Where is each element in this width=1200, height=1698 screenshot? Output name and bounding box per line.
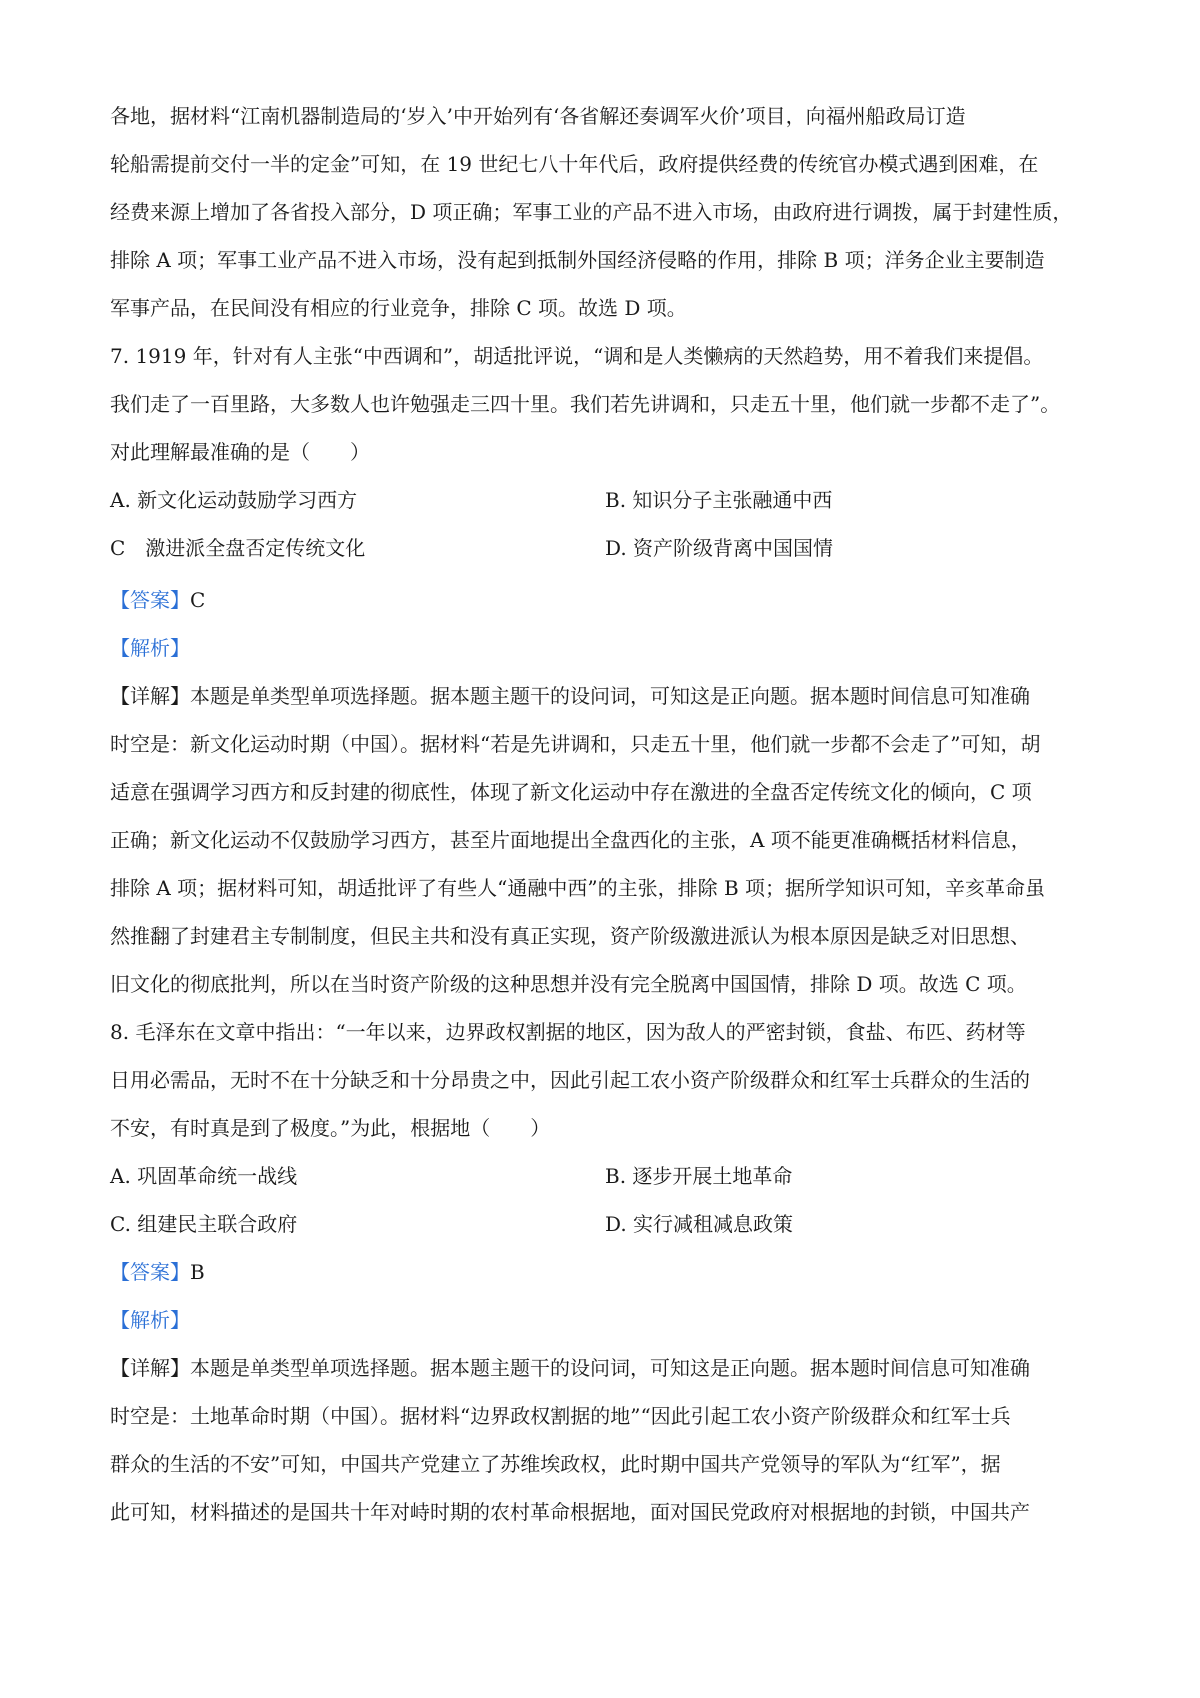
option-a: A. 巩固革命统一战线 xyxy=(110,1164,298,1188)
answer-value: B xyxy=(190,1260,205,1284)
answer-tag: 【答案】 xyxy=(110,1260,190,1284)
analysis-tag: 【解析】 xyxy=(110,636,190,660)
detail-line: 时空是：土地革命时期（中国）。据材料“边界政权割据的地”“因此引起工农小资产阶级群众和红军士兵 xyxy=(110,1404,1011,1428)
option-c: C 激进派全盘否定传统文化 xyxy=(110,536,366,560)
option-row xyxy=(110,1200,1100,1248)
detail-line: 适意在强调学习西方和反封建的彻底性，体现了新文化运动中存在激进的全盘否定传统文化的倾向，C 项 xyxy=(110,780,1032,804)
answer-tag: 【答案】 xyxy=(110,588,190,612)
prev-explanation xyxy=(110,92,1100,332)
detail-line: 群众的生活的不安”可知，中国共产党建立了苏维埃政权，此时期中国共产党领导的军队为“红军”，据 xyxy=(110,1452,1001,1476)
option-row xyxy=(110,1152,1100,1200)
option-a: A. 新文化运动鼓励学习西方 xyxy=(110,488,358,512)
text-line: 各地，据材料“江南机器制造局的‘岁入’中开始列有‘各省解还奏调军火价’项目，向福州船政局订造 xyxy=(110,104,966,128)
question-stem: 8. 毛泽东在文章中指出：“一年以来，边界政权割据的地区，因为敌人的严密封锁，食盐、布匹、药材等 xyxy=(110,1020,1026,1044)
option-b: B. 知识分子主张融通中西 xyxy=(605,488,833,512)
question-stem: 我们走了一百里路，大多数人也许勉强走三四十里。我们若先讲调和，只走五十里，他们就一步都不走了”。 xyxy=(110,392,1061,416)
option-b: B. 逐步开展土地革命 xyxy=(605,1164,793,1188)
detail-line: 旧文化的彻底批判，所以在当时资产阶级的这种思想并没有完全脱离中国国情，排除 D 项。故选 C 项。 xyxy=(110,972,1027,996)
text-line: 轮船需提前交付一半的定金”可知，在 19 世纪七八十年代后，政府提供经费的传统官办模式遇到困难，在 xyxy=(110,152,1039,176)
question-stem: 不安，有时真是到了极度。”为此，根据地（ ） xyxy=(110,1116,551,1140)
detail-line: 排除 A 项；据材料可知，胡适批评了有些人“通融中西”的主张，排除 B 项；据所学知识可知，辛亥革命虽 xyxy=(110,876,1046,900)
analysis-tag: 【解析】 xyxy=(110,1308,190,1332)
option-c: C. 组建民主联合政府 xyxy=(110,1212,298,1236)
detail-line: 正确；新文化运动不仅鼓励学习西方，甚至片面地提出全盘西化的主张，A 项不能更准确概括材料信息， xyxy=(110,828,1031,852)
text-line: 排除 A 项；军事工业产品不进入市场，没有起到抵制外国经济侵略的作用，排除 B 项；洋务企业主要制造 xyxy=(110,248,1045,272)
question-stem: 日用必需品，无时不在十分缺乏和十分昂贵之中，因此引起工农小资产阶级群众和红军士兵群众的生活的 xyxy=(110,1068,1030,1092)
option-d: D. 资产阶级背离中国国情 xyxy=(605,536,834,560)
detail-line: 然推翻了封建君主专制制度，但民主共和没有真正实现，资产阶级激进派认为根本原因是缺乏对旧思想、 xyxy=(110,924,1030,948)
detail-line: 时空是：新文化运动时期（中国）。据材料“若是先讲调和，只走五十里，他们就一步都不会走了”可知，胡 xyxy=(110,732,1041,756)
detail-line: 【详解】本题是单类型单项选择题。据本题主题干的设问词，可知这是正向题。据本题时间信息可知准确 xyxy=(110,684,1030,708)
answer-value: C xyxy=(190,588,206,612)
answer-line xyxy=(110,576,1100,624)
question-stem: 7. 1919 年，针对有人主张“中西调和”，胡适批评说，“调和是人类懒病的天然趋势，用不着我们来提倡。 xyxy=(110,344,1044,368)
text-line: 军事产品，在民间没有相应的行业竞争，排除 C 项。故选 D 项。 xyxy=(110,296,687,320)
question-7 xyxy=(110,332,1100,1008)
question-8 xyxy=(110,1008,1100,1536)
option-d: D. 实行减租减息政策 xyxy=(605,1212,794,1236)
text-line: 经费来源上增加了各省投入部分，D 项正确；军事工业的产品不进入市场，由政府进行调拨，属于封建性质， xyxy=(110,200,1073,224)
analysis-line xyxy=(110,1296,1100,1344)
option-row xyxy=(110,476,1100,524)
document-page xyxy=(110,92,1100,1536)
answer-line xyxy=(110,1248,1100,1296)
detail-line: 【详解】本题是单类型单项选择题。据本题主题干的设问词，可知这是正向题。据本题时间信息可知准确 xyxy=(110,1356,1030,1380)
analysis-line xyxy=(110,624,1100,672)
question-stem: 对此理解最准确的是（ ） xyxy=(110,440,370,464)
option-row xyxy=(110,524,1100,572)
detail-line: 此可知，材料描述的是国共十年对峙时期的农村革命根据地，面对国民党政府对根据地的封锁，中国共产 xyxy=(110,1500,1030,1524)
